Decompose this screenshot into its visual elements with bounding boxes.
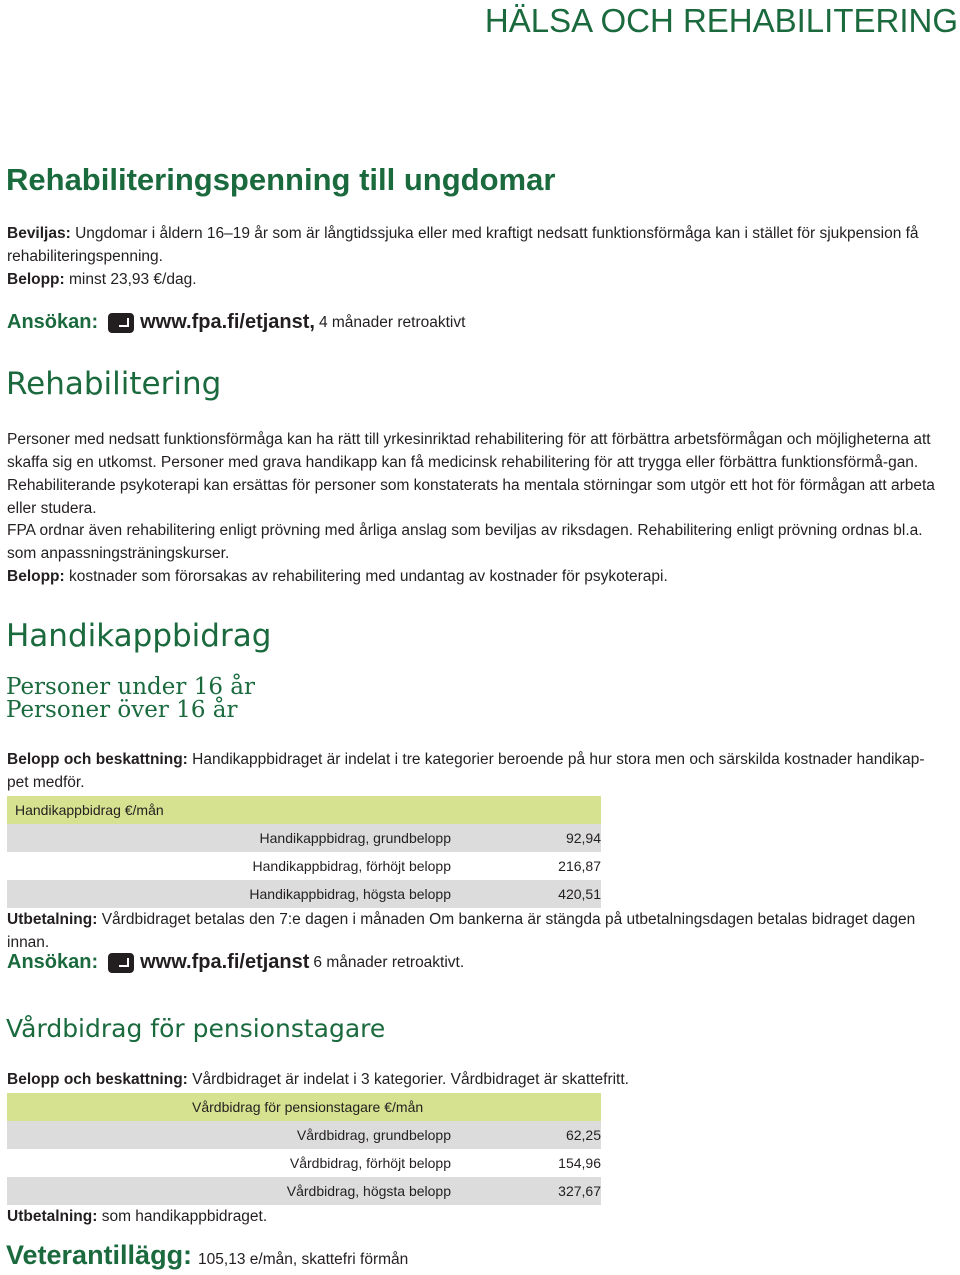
veterantillagg-line xyxy=(6,1240,408,1271)
row-label: Vårdbidrag, förhöjt belopp xyxy=(289,1155,451,1171)
ansokan-note: 6 månader retroaktivt. xyxy=(313,953,465,971)
belopp-label: Belopp och beskattning: xyxy=(7,751,188,768)
table-header-row xyxy=(7,796,601,824)
vardbidrag-table xyxy=(7,1093,601,1205)
row-value: 420,51 xyxy=(558,886,601,902)
hb-utbetalning-paragraph xyxy=(7,908,937,954)
row-label: Handikappbidrag, förhöjt belopp xyxy=(252,858,451,874)
belopp-label: Belopp och beskattning: xyxy=(7,1071,188,1088)
utbetalning-label: Utbetalning: xyxy=(7,1208,98,1225)
rp-beviljas-paragraph xyxy=(7,222,937,268)
belopp-text: minst 23,93 €/dag. xyxy=(69,271,197,288)
belopp-label: Belopp: xyxy=(7,568,65,585)
veterantillagg-title: Veterantillägg: xyxy=(6,1240,193,1270)
veterantillagg-text: 105,13 e/mån, skattefri förmån xyxy=(198,1251,409,1268)
table-row xyxy=(7,1121,601,1149)
row-value: 154,96 xyxy=(558,1155,601,1171)
vb-belopp-paragraph xyxy=(7,1068,937,1091)
section-title-handikappbidrag: Handikappbidrag xyxy=(6,618,272,654)
section-title-vardbidrag: Vårdbidrag för pensionstagare xyxy=(6,1014,386,1043)
row-label: Handikappbidrag, grundbelopp xyxy=(259,830,451,846)
belopp-text: Handikappbidraget är indelat i tre kategorier beroende på hur stora men och särskilda kostnader handikap-pet medför. xyxy=(7,751,925,791)
utbetalning-text: Vårdbidraget betalas den 7:e dagen i månaden Om bankerna är stängda på utbetalningsdagen betalas bidraget dagen innan. xyxy=(7,911,916,951)
row-label: Vårdbidrag, grundbelopp xyxy=(296,1127,451,1143)
utbetalning-text: som handikappbidraget. xyxy=(101,1208,268,1225)
table-row xyxy=(7,1149,601,1177)
row-value: 216,87 xyxy=(558,858,601,874)
rp-belopp-paragraph xyxy=(7,268,937,291)
hb-belopp-paragraph xyxy=(7,748,937,794)
section-title-rehabilitering: Rehabilitering xyxy=(6,366,222,402)
row-value: 92,94 xyxy=(565,830,601,846)
row-label: Handikappbidrag, högsta belopp xyxy=(249,886,451,902)
ansokan-label: Ansökan: xyxy=(7,311,99,333)
subtitle-under-16: Personer under 16 år xyxy=(6,674,255,700)
belopp-text: kostnader som förorsakas av rehabilitering med undantag av kostnader för psykoterapi. xyxy=(69,568,668,585)
belopp-text: Vårdbidraget är indelat i 3 kategorier. Vårdbidraget är skattefritt. xyxy=(192,1071,629,1088)
ansokan-label: Ansökan: xyxy=(7,951,99,973)
handikappbidrag-table xyxy=(7,796,601,908)
belopp-label: Belopp: xyxy=(7,271,65,288)
rehab-belopp-paragraph xyxy=(7,565,937,588)
rehab-paragraph-1: Personer med nedsatt funktionsförmåga kan ha rätt till yrkesinriktad rehabilitering för att förbättra arbetsförmågan och möjligheterna att skaffa sig en utkomst. Personer med grava handikapp kan få medicinsk rehabilitering för att trygga eller förbättra funktionsförmå-gan. Rehabiliterande psykoterapi kan ersättas för personer som konstaterats ha mentala störningar som utgör ett hot för förmågan att arbeta eller studera. xyxy=(7,431,935,517)
page-header-title: HÄLSA OCH REHABILITERING xyxy=(484,2,958,39)
table-row xyxy=(7,880,601,908)
computer-icon xyxy=(108,313,134,333)
beviljas-text: Ungdomar i åldern 16–19 år som är långtidssjuka eller med kraftigt nedsatt funktionsförmåga kan i stället för sjukpension få rehabiliteringspenning. xyxy=(7,225,919,265)
rp-ansokan-line xyxy=(7,311,465,334)
row-value: 62,25 xyxy=(565,1127,601,1143)
utbetalning-label: Utbetalning: xyxy=(7,911,98,928)
ansokan-link[interactable]: www.fpa.fi/etjanst, xyxy=(140,311,315,333)
hb-ansokan-line xyxy=(7,951,464,974)
row-value: 327,67 xyxy=(558,1183,601,1199)
subtitle-over-16: Personer över 16 år xyxy=(6,697,238,723)
table-row xyxy=(7,852,601,880)
ansokan-link[interactable]: www.fpa.fi/etjanst xyxy=(140,951,310,973)
row-label: Vårdbidrag, högsta belopp xyxy=(286,1183,451,1199)
ansokan-note: 4 månader retroaktivt xyxy=(318,313,466,331)
computer-icon xyxy=(108,953,134,973)
rehab-paragraph-2: FPA ordnar även rehabilitering enligt prövning med årliga anslag som beviljas av riksdagen. Rehabilitering enligt prövning ordnas bl.a. som anpassningsträningskurser. xyxy=(7,522,923,562)
beviljas-label: Beviljas: xyxy=(7,225,71,242)
table-row xyxy=(7,824,601,852)
table-row xyxy=(7,1177,601,1205)
section-title-rp-ungdomar: Rehabiliteringspenning till ungdomar xyxy=(6,162,556,197)
table-header-row xyxy=(7,1093,601,1121)
table-header: Handikappbidrag €/mån xyxy=(15,802,164,818)
table-header: Vårdbidrag för pensionstagare €/mån xyxy=(192,1099,424,1115)
vb-utbetalning-paragraph xyxy=(7,1205,937,1228)
